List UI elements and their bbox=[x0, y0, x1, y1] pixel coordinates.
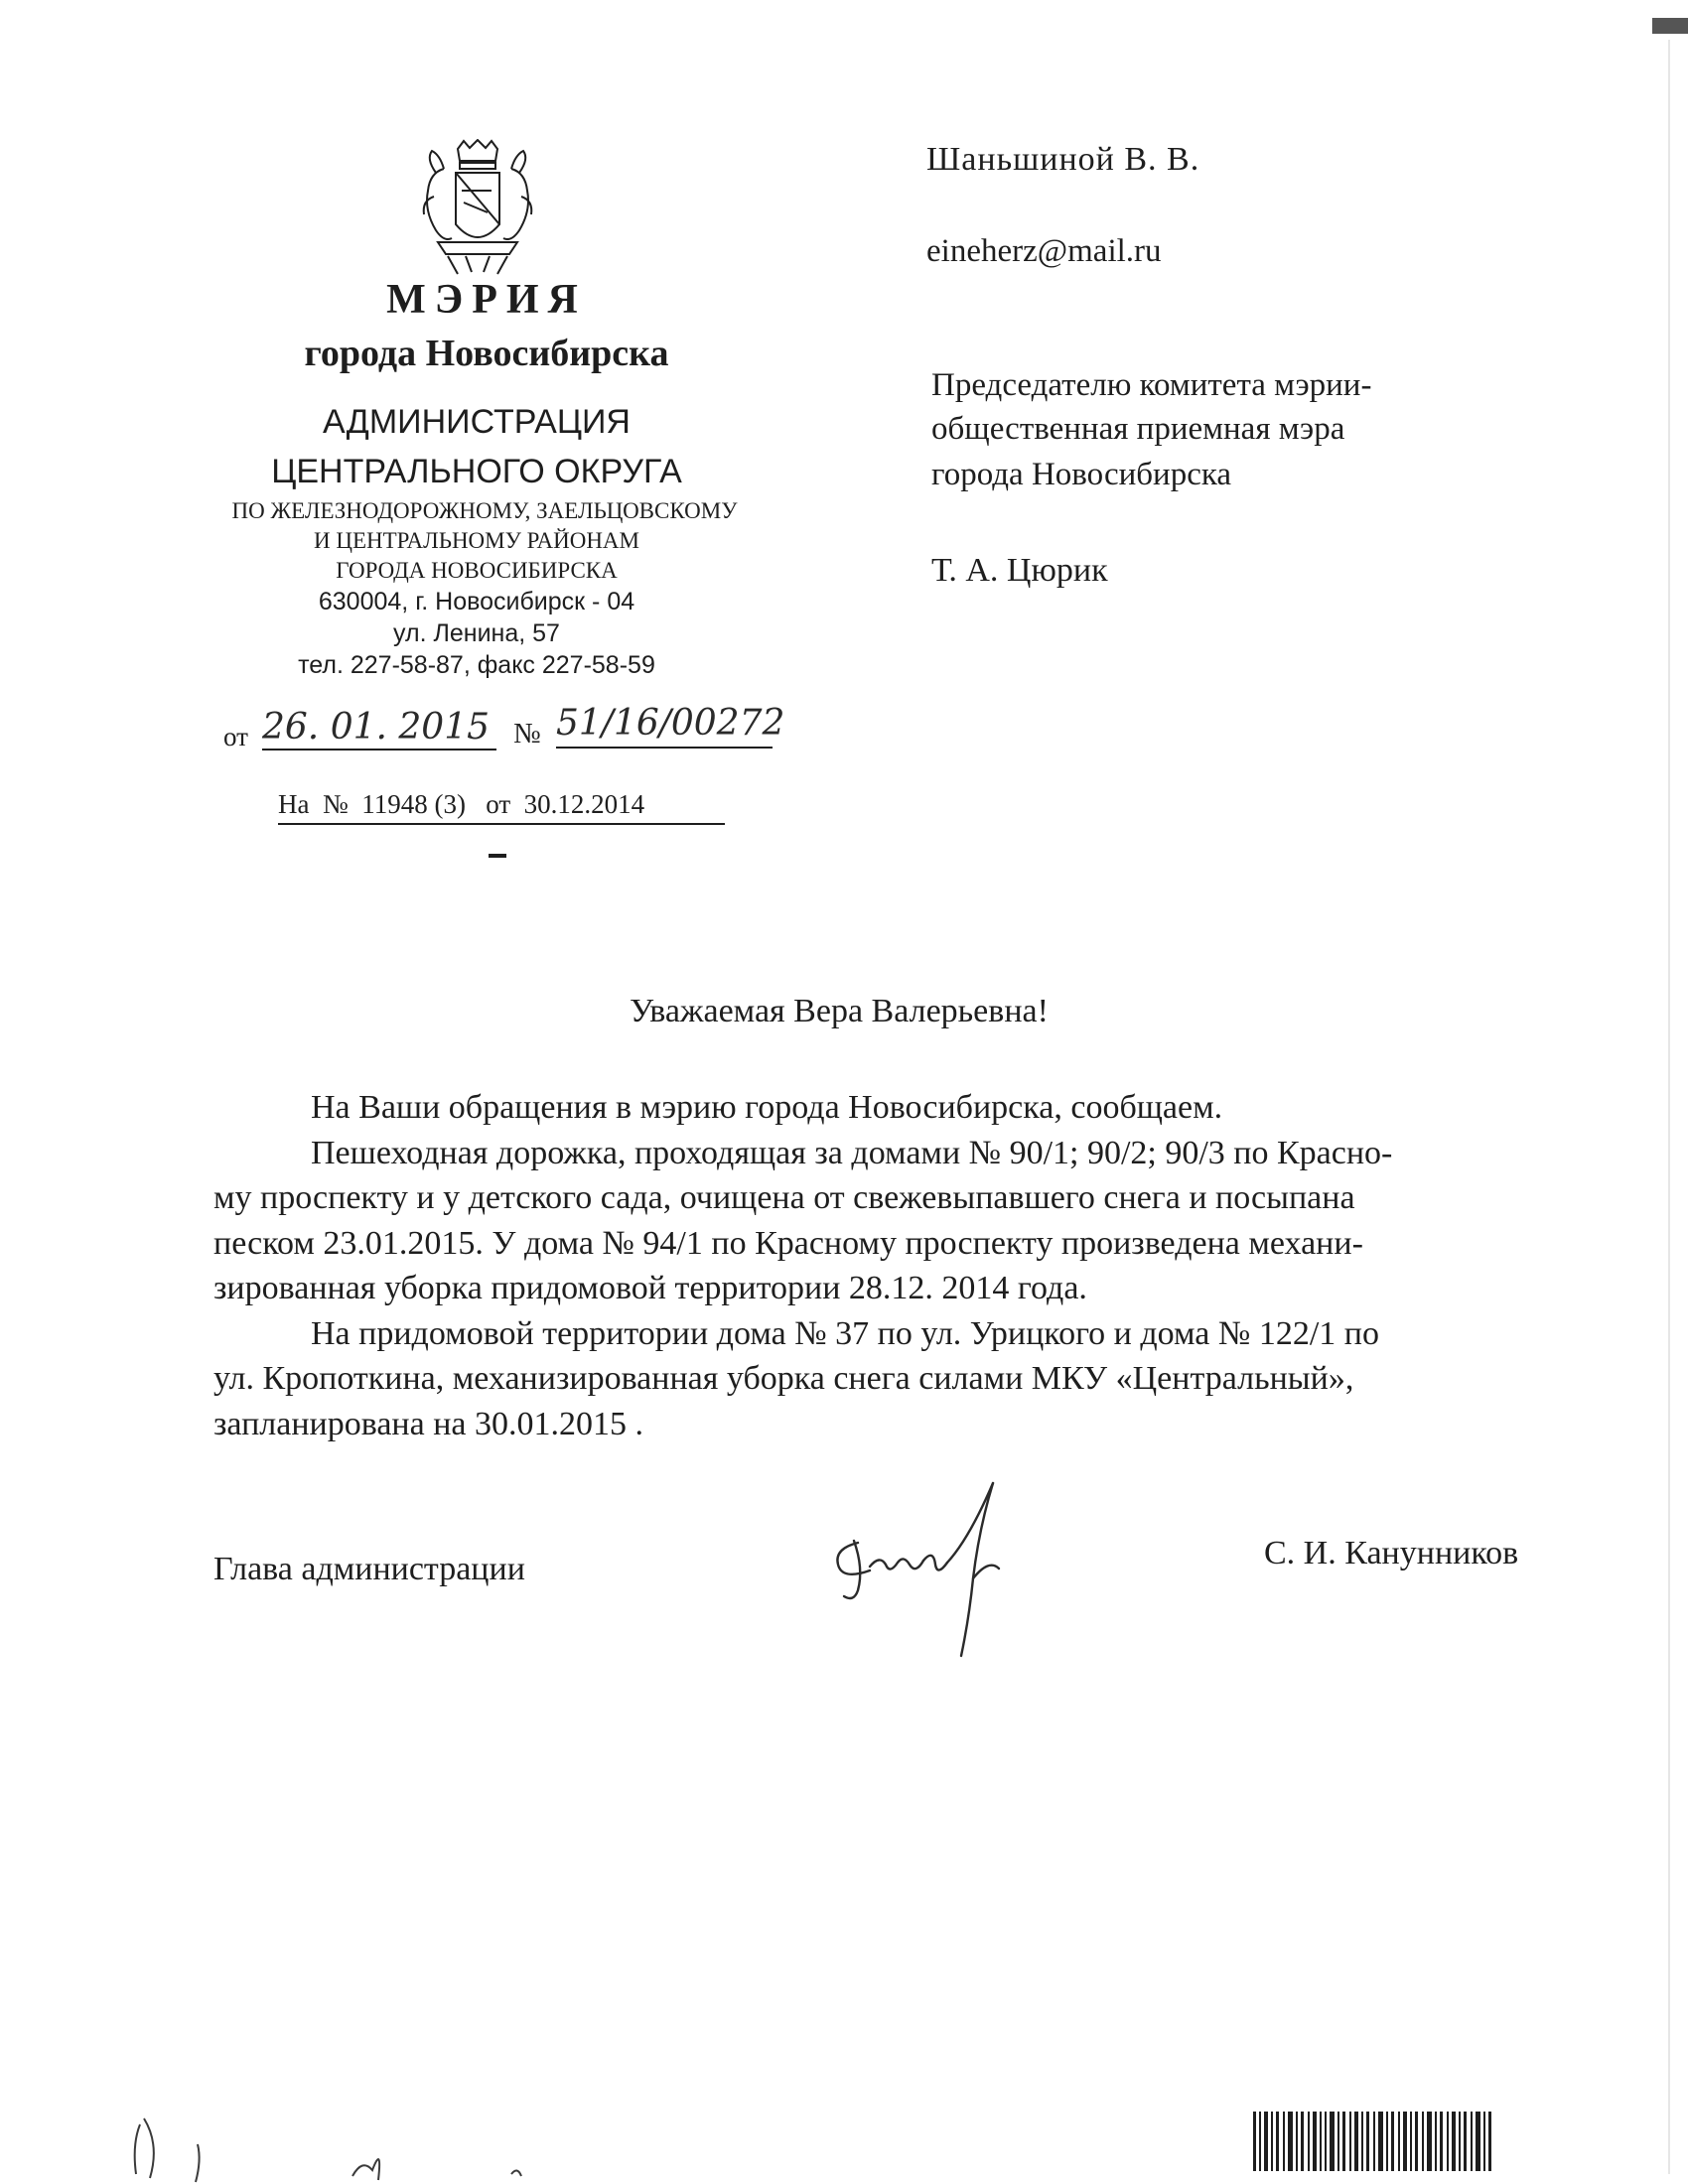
scan-edge-mark bbox=[1652, 18, 1688, 34]
reference-in-reply: На № 11948 (3) от 30.12.2014 bbox=[278, 789, 725, 825]
body-line: На Ваши обращения в мэрию города Новосибирска, сообщаем. bbox=[311, 1089, 1223, 1126]
letterhead-address-line1: 630004, г. Новосибирск - 04 bbox=[318, 588, 635, 615]
body-line: На придомовой территории дома № 37 по ул. Урицкого и дома № 122/1 по bbox=[311, 1315, 1379, 1352]
addressee-line1: Председателю комитета мэрии- bbox=[931, 367, 1372, 403]
letterhead-title: МЭРИЯ bbox=[386, 277, 587, 323]
body-line: зированная уборка придомовой территории 28.12. 2014 года. bbox=[213, 1270, 1087, 1306]
handwritten-mark bbox=[124, 2105, 601, 2184]
addressee-line3: города Новосибирска bbox=[931, 457, 1232, 492]
reference-from-label: от bbox=[223, 722, 248, 751]
salutation: Уважаемая Вера Валерьевна! bbox=[630, 993, 1049, 1029]
dash-mark bbox=[489, 854, 506, 858]
body-line: ул. Кропоткина, механизированная уборка снега силами МКУ «Центральный», bbox=[213, 1360, 1354, 1397]
letterhead-admin-line5: ГОРОДА НОВОСИБИРСКА bbox=[336, 558, 618, 583]
body-line: Пешеходная дорожка, проходящая за домами № 90/1; 90/2; 90/3 по Красно- bbox=[311, 1135, 1393, 1171]
body-line: му проспекту и у детского сада, очищена от свежевыпавшего снега и посыпана bbox=[213, 1179, 1355, 1216]
signature-name: С. И. Канунников bbox=[1264, 1535, 1519, 1571]
recipient-name: Шаньшиной В. В. bbox=[926, 141, 1200, 178]
body-line: песком 23.01.2015. У дома № 94/1 по Красному проспекту произведена механи- bbox=[213, 1225, 1363, 1262]
letterhead-city: города Новосибирска bbox=[304, 333, 669, 374]
letterhead-admin-line3: ПО ЖЕЛЕЗНОДОРОЖНОМУ, ЗАЕЛЬЦОВСКОМУ bbox=[231, 498, 738, 523]
letterhead-admin-line2: ЦЕНТРАЛЬНОГО ОКРУГА bbox=[271, 453, 682, 490]
reference-number-label: № bbox=[513, 718, 541, 750]
barcode bbox=[1253, 2112, 1491, 2171]
addressee-name: Т. А. Цюрик bbox=[931, 552, 1108, 589]
novosibirsk-coat-of-arms-icon bbox=[414, 139, 541, 278]
letterhead-admin-line4: И ЦЕНТРАЛЬНОМУ РАЙОНАМ bbox=[314, 528, 639, 553]
letterhead-admin-line1: АДМИНИСТРАЦИЯ bbox=[322, 403, 631, 441]
scan-edge-line bbox=[1668, 40, 1670, 2174]
addressee-line2: общественная приемная мэра bbox=[931, 411, 1345, 447]
reference-number: 51/16/00272 bbox=[556, 703, 773, 749]
letterhead-address-line3: тел. 227-58-87, факс 227-58-59 bbox=[298, 651, 655, 679]
signature-role: Глава администрации bbox=[213, 1551, 525, 1587]
recipient-email: eineherz@mail.ru bbox=[926, 233, 1162, 269]
letterhead-address-line2: ул. Ленина, 57 bbox=[393, 619, 560, 647]
body-line: запланирована на 30.01.2015 . bbox=[213, 1406, 643, 1442]
reference-date: 26. 01. 2015 bbox=[262, 707, 496, 751]
handwritten-signature bbox=[824, 1479, 1043, 1658]
